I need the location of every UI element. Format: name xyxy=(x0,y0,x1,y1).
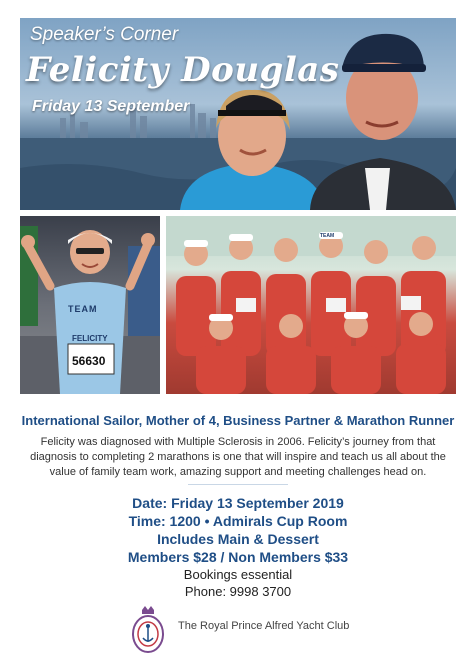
team-scene xyxy=(166,216,456,394)
runner-photo xyxy=(20,216,160,394)
hero-date: Friday 13 September xyxy=(32,98,190,115)
hero-photo xyxy=(20,18,456,210)
event-time-location: Time: 1200 • Admirals Cup Room xyxy=(128,513,348,529)
team-photo xyxy=(166,216,456,394)
bib-number: 56630 xyxy=(72,354,106,368)
event-includes: Includes Main & Dessert xyxy=(157,531,319,547)
cap-text: TEAM xyxy=(320,233,335,239)
speaker-headline: International Sailor, Mother of 4, Business Partner & Marathon Runner xyxy=(21,413,455,428)
bib-name: FELICITY xyxy=(72,334,108,343)
club-name: The Royal Prince Alfred Yacht Club xyxy=(178,620,350,632)
yacht-club-crest-icon xyxy=(130,606,166,654)
speakers-corner-label: Speaker’s Corner xyxy=(30,24,179,45)
shirt-text: TEAM xyxy=(68,304,98,314)
event-date: Date: Friday 13 September 2019 xyxy=(132,495,344,511)
speaker-name: Felicity Douglas xyxy=(26,50,340,90)
bookings-phone: Phone: 9998 3700 xyxy=(184,584,292,599)
event-price: Members $28 / Non Members $33 xyxy=(127,549,349,565)
event-details xyxy=(0,494,476,600)
footer xyxy=(0,604,476,656)
divider xyxy=(188,484,288,485)
speaker-description: Felicity was diagnosed with Multiple Sclerosis in 2006. Felicity’s journey from that diagnosis to completing 2 marathons is one that will inspire and teach us all about the value of family team work, amazing support and meeting challenges head on. xyxy=(30,436,446,478)
bookings-note: Bookings essential xyxy=(183,567,293,582)
